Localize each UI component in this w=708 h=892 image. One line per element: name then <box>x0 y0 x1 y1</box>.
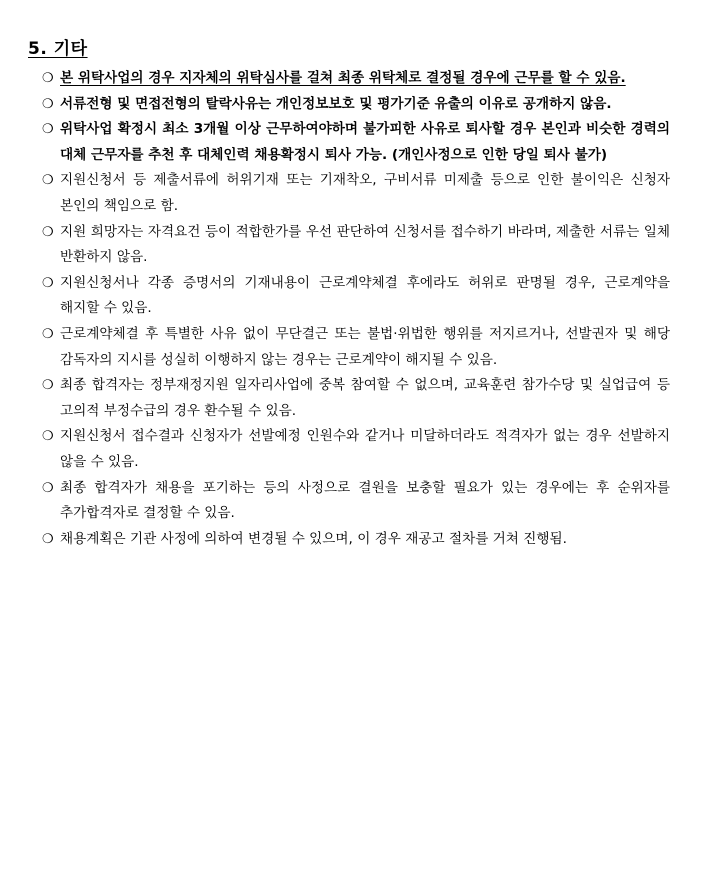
list-item <box>42 476 670 527</box>
list-item <box>42 168 670 219</box>
list-item-text: 지원 희망자는 자격요건 등이 적합한가를 우선 판단하여 신청서를 접수하기 바라며, 제출한 서류는 일체 반환하지 않음. <box>60 223 670 266</box>
list-item-text: 채용계획은 기관 사정에 의하여 변경될 수 있으며, 이 경우 재공고 절차를 거쳐 진행됨. <box>60 530 567 547</box>
list-item-text: 최종 합격자가 채용을 포기하는 등의 사정으로 결원을 보충할 필요가 있는 경우에는 후 순위자를 추가합격자로 결정할 수 있음. <box>60 479 670 522</box>
circle-bullet-icon: ❍ <box>42 378 54 394</box>
list-item-text: 지원신청서 등 제출서류에 허위기재 또는 기재착오, 구비서류 미제출 등으로 인한 불이익은 신청자 본인의 책임으로 함. <box>60 172 670 214</box>
list-item <box>42 66 670 92</box>
list-item <box>42 92 670 118</box>
section-title: 5. 기타 <box>28 39 88 59</box>
circle-bullet-icon: ❍ <box>42 96 54 112</box>
list-item-text: 서류전형 및 면접전형의 탈락사유는 개인정보보호 및 평가기준 유출의 이유로 공개하지 않음. <box>60 95 612 112</box>
list-item-text: 지원신청서 접수결과 신청자가 선발예정 인원수와 같거나 미달하더라도 적격자가 없는 경우 선발하지 않을 수 있음. <box>60 428 670 470</box>
list-item-text: 위탁사업 확정시 최소 3개월 이상 근무하여야하며 불가피한 사유로 퇴사할 경우 본인과 비슷한 경력의 대체 근무자를 추천 후 대체인력 채용확정시 퇴사 가능. (개인사정으로 인한 당일 퇴사 불가) <box>60 121 670 163</box>
list-item <box>42 220 670 271</box>
circle-bullet-icon: ❍ <box>42 173 54 189</box>
circle-bullet-icon: ❍ <box>42 122 54 138</box>
list-item <box>42 322 670 373</box>
circle-bullet-icon: ❍ <box>42 531 54 547</box>
list-item <box>42 424 670 475</box>
list-item-text: 최종 합격자는 정부재정지원 일자리사업에 중복 참여할 수 없으며, 교육훈련 참가수당 및 실업급여 등 고의적 부정수급의 경우 환수될 수 있음. <box>60 377 670 419</box>
list-item <box>42 527 670 553</box>
circle-bullet-icon: ❍ <box>42 275 54 291</box>
circle-bullet-icon: ❍ <box>42 71 54 86</box>
circle-bullet-icon: ❍ <box>42 429 54 445</box>
list-item <box>42 271 670 322</box>
list-item <box>42 117 670 168</box>
notice-list <box>42 66 670 552</box>
list-item-text: 근로계약체결 후 특별한 사유 없이 무단결근 또는 불법·위법한 행위를 저지르거나, 선발권자 및 해당 감독자의 지시를 성실히 이행하지 않는 경우는 근로계약이 해지될 수 있음. <box>60 325 670 368</box>
list-item-text: 본 위탁사업의 경우 지자체의 위탁심사를 걸쳐 최종 위탁체로 결정될 경우에 근무를 할 수 있음. <box>60 70 626 86</box>
circle-bullet-icon: ❍ <box>42 224 54 240</box>
circle-bullet-icon: ❍ <box>42 480 54 496</box>
circle-bullet-icon: ❍ <box>42 326 54 342</box>
list-item <box>42 373 670 424</box>
list-item-text: 지원신청서나 각종 증명서의 기재내용이 근로계약체결 후에라도 허위로 판명될 경우, 근로계약을 해지할 수 있음. <box>60 274 670 317</box>
